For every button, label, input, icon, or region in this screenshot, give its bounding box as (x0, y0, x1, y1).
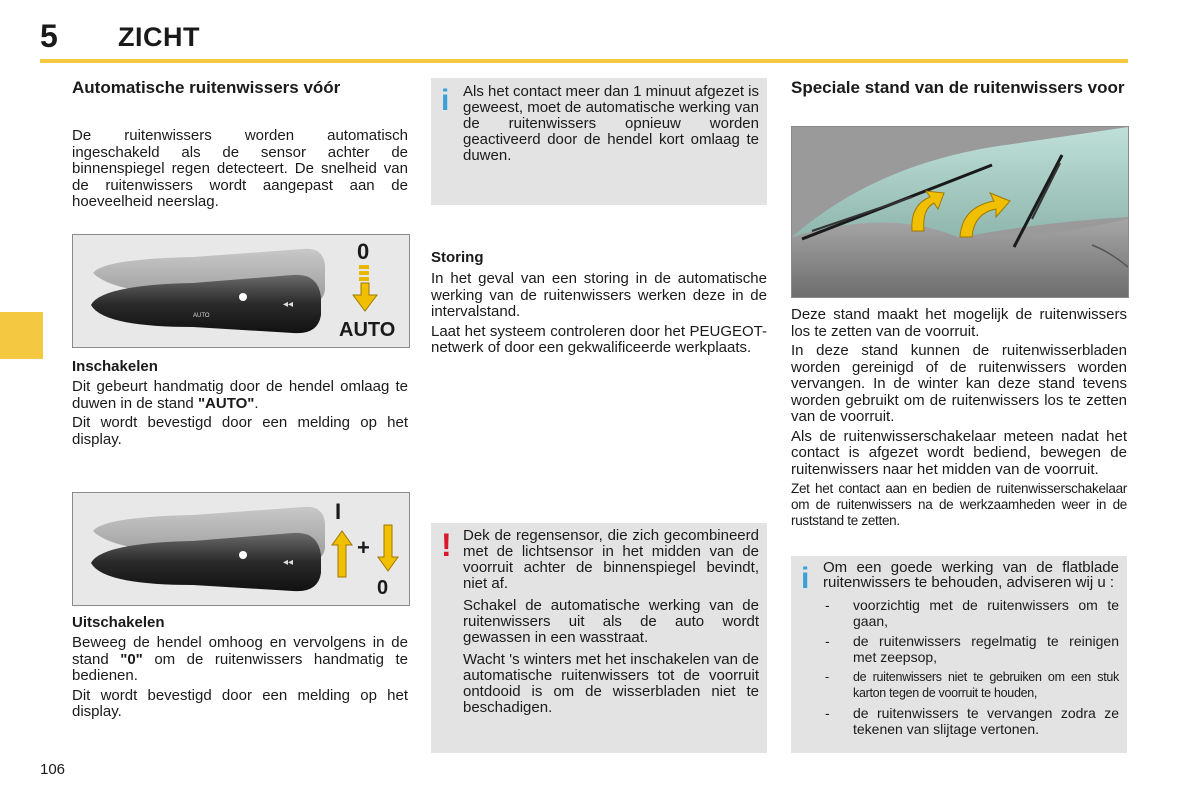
fig2-label-plus: + (357, 535, 370, 560)
info-icon: i (441, 84, 450, 117)
svg-text:AUTO: AUTO (193, 313, 210, 319)
fig2-label-I: I (335, 499, 342, 524)
section-title-auto-wipers: Automatische ruitenwissers vóór (72, 78, 341, 97)
windscreen-illustration (792, 127, 1128, 297)
special-position-text-2: In deze stand kunnen de ruitenwisserbladen worden gereinigd of de ruitenwissers worden vervangen. In de winter kan deze stand tevens worden gebruikt om de ruitenwissers los te zetten van de voorruit. (791, 342, 1127, 425)
malfunction-text-1: In het geval van een storing in de automatische werking van de ruitenwissers werken deze in de intervalstand. (431, 270, 767, 320)
switch-on-heading: Inschakelen (72, 358, 158, 375)
special-position-text-3: Als de ruitenwisserschakelaar meteen nadat het contact is afgezet wordt bediend, bewegen de ruitenwissers naar het midden van de voorruit. (791, 427, 1127, 478)
special-position-text-1: Deze stand maakt het mogelijk de ruitenwissers los te zetten van de voorruit. (791, 306, 1127, 340)
bullet-dash: - (825, 597, 830, 613)
tips-list (823, 598, 1119, 737)
switch-on-text-2: Dit wordt bevestigd door een melding op het display. (72, 414, 408, 448)
col3-title-block (791, 78, 1127, 97)
switch-off-text-1a: Beweeg de hendel omhoog en vervolgens in de stand (72, 634, 408, 668)
warning-text-2: Schakel de automatische werking van de ruitenwissers uit als de auto wordt gewassen in een wasstraat. (463, 597, 759, 646)
switch-off-zero-value: "0" (120, 650, 143, 668)
switch-on-block (72, 358, 408, 448)
warning-text-3: Wacht 's winters met het inschakelen van de automatische ruitenwissers tot de voorruit ontdooid is om de wisserbladen niet te beschadigen. (463, 651, 759, 716)
chapter-title: ZICHT (118, 22, 200, 52)
warning-note-content (463, 528, 759, 722)
fig1-label-auto: AUTO (339, 319, 396, 341)
tips-content (823, 560, 1119, 742)
arrow-down-icon (345, 263, 385, 315)
tip-text: de ruitenwissers niet te gebruiken om een stuk karton tegen de voorruit te houden, (853, 670, 1119, 700)
warning-text-1: Dek de regensensor, die zich gecombineerd met de lichtsensor in het midden van de voorruit achter de binnenspiegel bevindt, niet af. (463, 527, 759, 592)
header-rule (40, 59, 1128, 63)
tips-list-item (823, 706, 1119, 737)
warning-icon: ! (441, 527, 452, 563)
page-number: 106 (40, 761, 66, 778)
svg-text:◂◂: ◂◂ (283, 299, 294, 310)
intro-paragraph: De ruitenwissers worden automatisch ingeschakeld als de sensor achter de binnenspiegel regen detecteert. De snelheid van de ruitenwissers wordt aangepast aan de hoeveelheid neerslag. (72, 127, 408, 210)
windscreen-figure (791, 126, 1129, 298)
tips-list-item (823, 634, 1119, 665)
malfunction-text-2: Laat het systeem controleren door het PEUGEOT-netwerk of door een gekwalificeerde werkplaats. (431, 322, 767, 356)
switch-on-text-1a: Dit gebeurt handmatig door de hendel omlaag te duwen in de stand (72, 378, 408, 412)
switch-off-heading: Uitschakelen (72, 614, 165, 631)
svg-text:◂◂: ◂◂ (283, 557, 294, 568)
section-title-special-position: Speciale stand van de ruitenwissers voor (791, 78, 1125, 97)
bullet-dash: - (825, 670, 829, 684)
col3-text-block (791, 307, 1127, 529)
tips-intro: Om een goede werking van de flatblade ruitenwissers te behouden, adviseren wij u : (823, 559, 1119, 591)
col1-title-block (72, 78, 408, 97)
arrow-down-icon (377, 523, 399, 573)
bullet-dash: - (825, 633, 830, 649)
switch-off-block (72, 614, 408, 721)
fig2-label-0: 0 (377, 577, 389, 599)
switch-off-text-1c: om de ruitenwissers handmatig te bedienen. (72, 650, 408, 684)
switch-off-text-2: Dit wordt bevestigd door een melding op het display. (72, 686, 408, 720)
malfunction-block (431, 249, 767, 357)
chapter-side-tab (0, 312, 43, 359)
stalk-auto-figure (72, 234, 410, 348)
switch-on-text-1c: . (254, 394, 259, 412)
info-note-text: Als het contact meer dan 1 minuut afgezet is geweest, moet de automatische werking van de ruitenwissers opnieuw worden geactiveerd door de hendel kort omlaag te duwen. (463, 83, 759, 164)
switch-on-auto-value: "AUTO" (197, 394, 255, 412)
switch-on-text-1 (72, 379, 408, 412)
arrow-up-icon (331, 529, 353, 579)
chapter-number: 5 (40, 18, 58, 54)
fig1-label-0: 0 (357, 239, 370, 264)
tips-list-item (823, 670, 1119, 701)
tip-text: de ruitenwissers te vervangen zodra ze tekenen van slijtage vertonen. (853, 705, 1119, 737)
info-icon: i (801, 562, 810, 595)
tip-text: de ruitenwissers regelmatig te reinigen met zeepsop, (853, 633, 1119, 665)
tips-note-box (791, 556, 1127, 753)
switch-off-text-1 (72, 635, 408, 685)
tip-text: voorzichtig met de ruitenwissers om te gaan, (853, 597, 1119, 629)
tips-list-item (823, 598, 1119, 629)
warning-note-box (431, 523, 767, 753)
malfunction-heading: Storing (431, 249, 484, 266)
special-position-text-4: Zet het contact aan en bedien de ruitenwisserschakelaar om de ruitenwissers na de werkzaamheden weer in de ruststand te zetten. (791, 481, 1127, 528)
bullet-dash: - (825, 705, 830, 721)
col1-intro (72, 128, 408, 211)
stalk-off-figure (72, 492, 410, 606)
info-note-box (431, 78, 767, 205)
info-note-content (463, 84, 759, 170)
